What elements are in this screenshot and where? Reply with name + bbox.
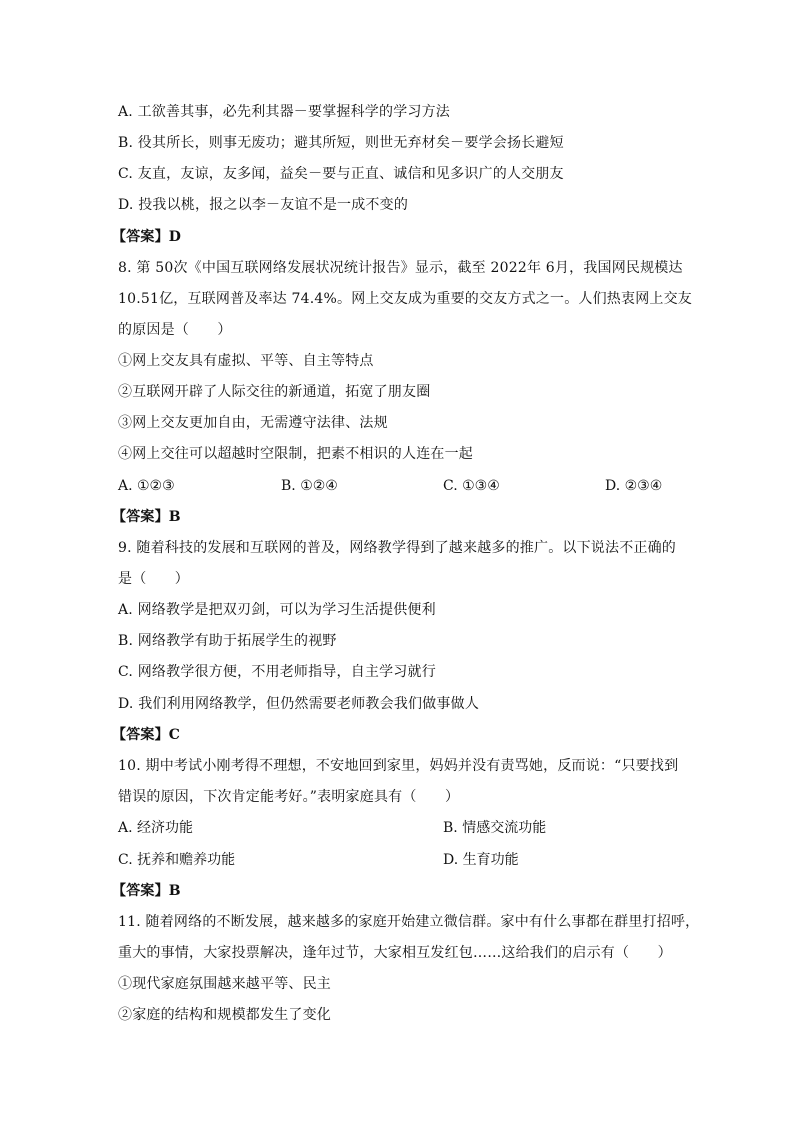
q9-option-a: A. 网络教学是把双刃剑，可以为学习生活提供便利 xyxy=(118,602,436,618)
q7-option-c: C. 友直，友谅，友多闻，益矣－要与正直、诚信和见多识广的人交朋友 xyxy=(118,166,564,182)
q8-stem-line-1: 8. 第 50次《中国互联网络发展状况统计报告》显示，截至 2022年 6月，我国网民规模达 xyxy=(118,260,683,276)
q9-option-b: B. 网络教学有助于拓展学生的视野 xyxy=(118,633,337,649)
q8-statement-1: ①网上交友具有虚拟、平等、自主等特点 xyxy=(118,353,374,369)
q7-option-b: B. 役其所长，则事无废功；避其所短，则世无弃材矣－要学会扬长避短 xyxy=(118,135,564,151)
q11-stem-line-1: 11. 随着网络的不断发展，越来越多的家庭开始建立微信群。家中有什么事都在群里打招呼， xyxy=(118,914,700,930)
q9-option-d: D. 我们利用网络教学，但仍然需要老师教会我们做事做人 xyxy=(118,696,480,712)
q7-option-d: D. 投我以桃，报之以李－友谊不是一成不变的 xyxy=(118,197,409,213)
q11-stem-line-2: 重大的事情，大家投票解决，逢年过节，大家相互发红包……这给我们的启示有（ ） xyxy=(118,945,672,961)
q8-statement-2: ②互联网开辟了人际交往的新通道，拓宽了朋友圈 xyxy=(118,384,431,400)
q9-option-c: C. 网络教学很方便，不用老师指导，自主学习就行 xyxy=(118,664,436,680)
q9-answer: 【答案】C xyxy=(112,727,181,743)
q10-stem-line-1: 10. 期中考试小刚考得不理想，不安地回到家里，妈妈并没有责骂她，反而说：“只要找到 xyxy=(118,758,679,774)
q9-stem-line-1: 9. 随着科技的发展和互联网的普及，网络教学得到了越来越多的推广。以下说法不正确的 xyxy=(118,540,677,556)
q8-answer: 【答案】B xyxy=(112,509,181,525)
q10-option-a: A. 经济功能 xyxy=(118,820,194,836)
q10-stem-line-2: 错误的原因，下次肯定能考好。”表明家庭具有（ ） xyxy=(118,789,460,805)
q11-statement-1: ①现代家庭氛围越来越平等、民主 xyxy=(118,976,331,992)
q8-option-d: D. ②③④ xyxy=(605,478,663,494)
q10-answer: 【答案】B xyxy=(112,883,181,899)
q7-option-a: A. 工欲善其事，必先利其器－要掌握科学的学习方法 xyxy=(118,104,451,120)
q10-option-b: B. 情感交流功能 xyxy=(443,820,547,836)
q8-option-a: A. ①②③ xyxy=(118,478,175,494)
q8-option-b: B. ①②④ xyxy=(281,478,338,494)
q11-statement-2: ②家庭的结构和规模都发生了变化 xyxy=(118,1007,331,1023)
q8-option-c: C. ①③④ xyxy=(443,478,500,494)
q8-statement-3: ③网上交友更加自由，无需遵守法律、法规 xyxy=(118,415,388,431)
q8-stem-line-3: 的原因是（ ） xyxy=(118,322,232,338)
q9-stem-line-2: 是（ ） xyxy=(118,571,189,587)
q8-statement-4: ④网上交往可以超越时空限制，把素不相识的人连在一起 xyxy=(118,446,473,462)
q8-stem-line-2: 10.51亿，互联网普及率达 74.4%。网上交友成为重要的交友方式之一。人们热衷网上交友 xyxy=(118,291,693,307)
q7-answer: 【答案】D xyxy=(112,229,182,245)
q10-option-d: D. 生育功能 xyxy=(443,852,519,868)
q10-option-c: C. 抚养和赡养功能 xyxy=(118,852,236,868)
